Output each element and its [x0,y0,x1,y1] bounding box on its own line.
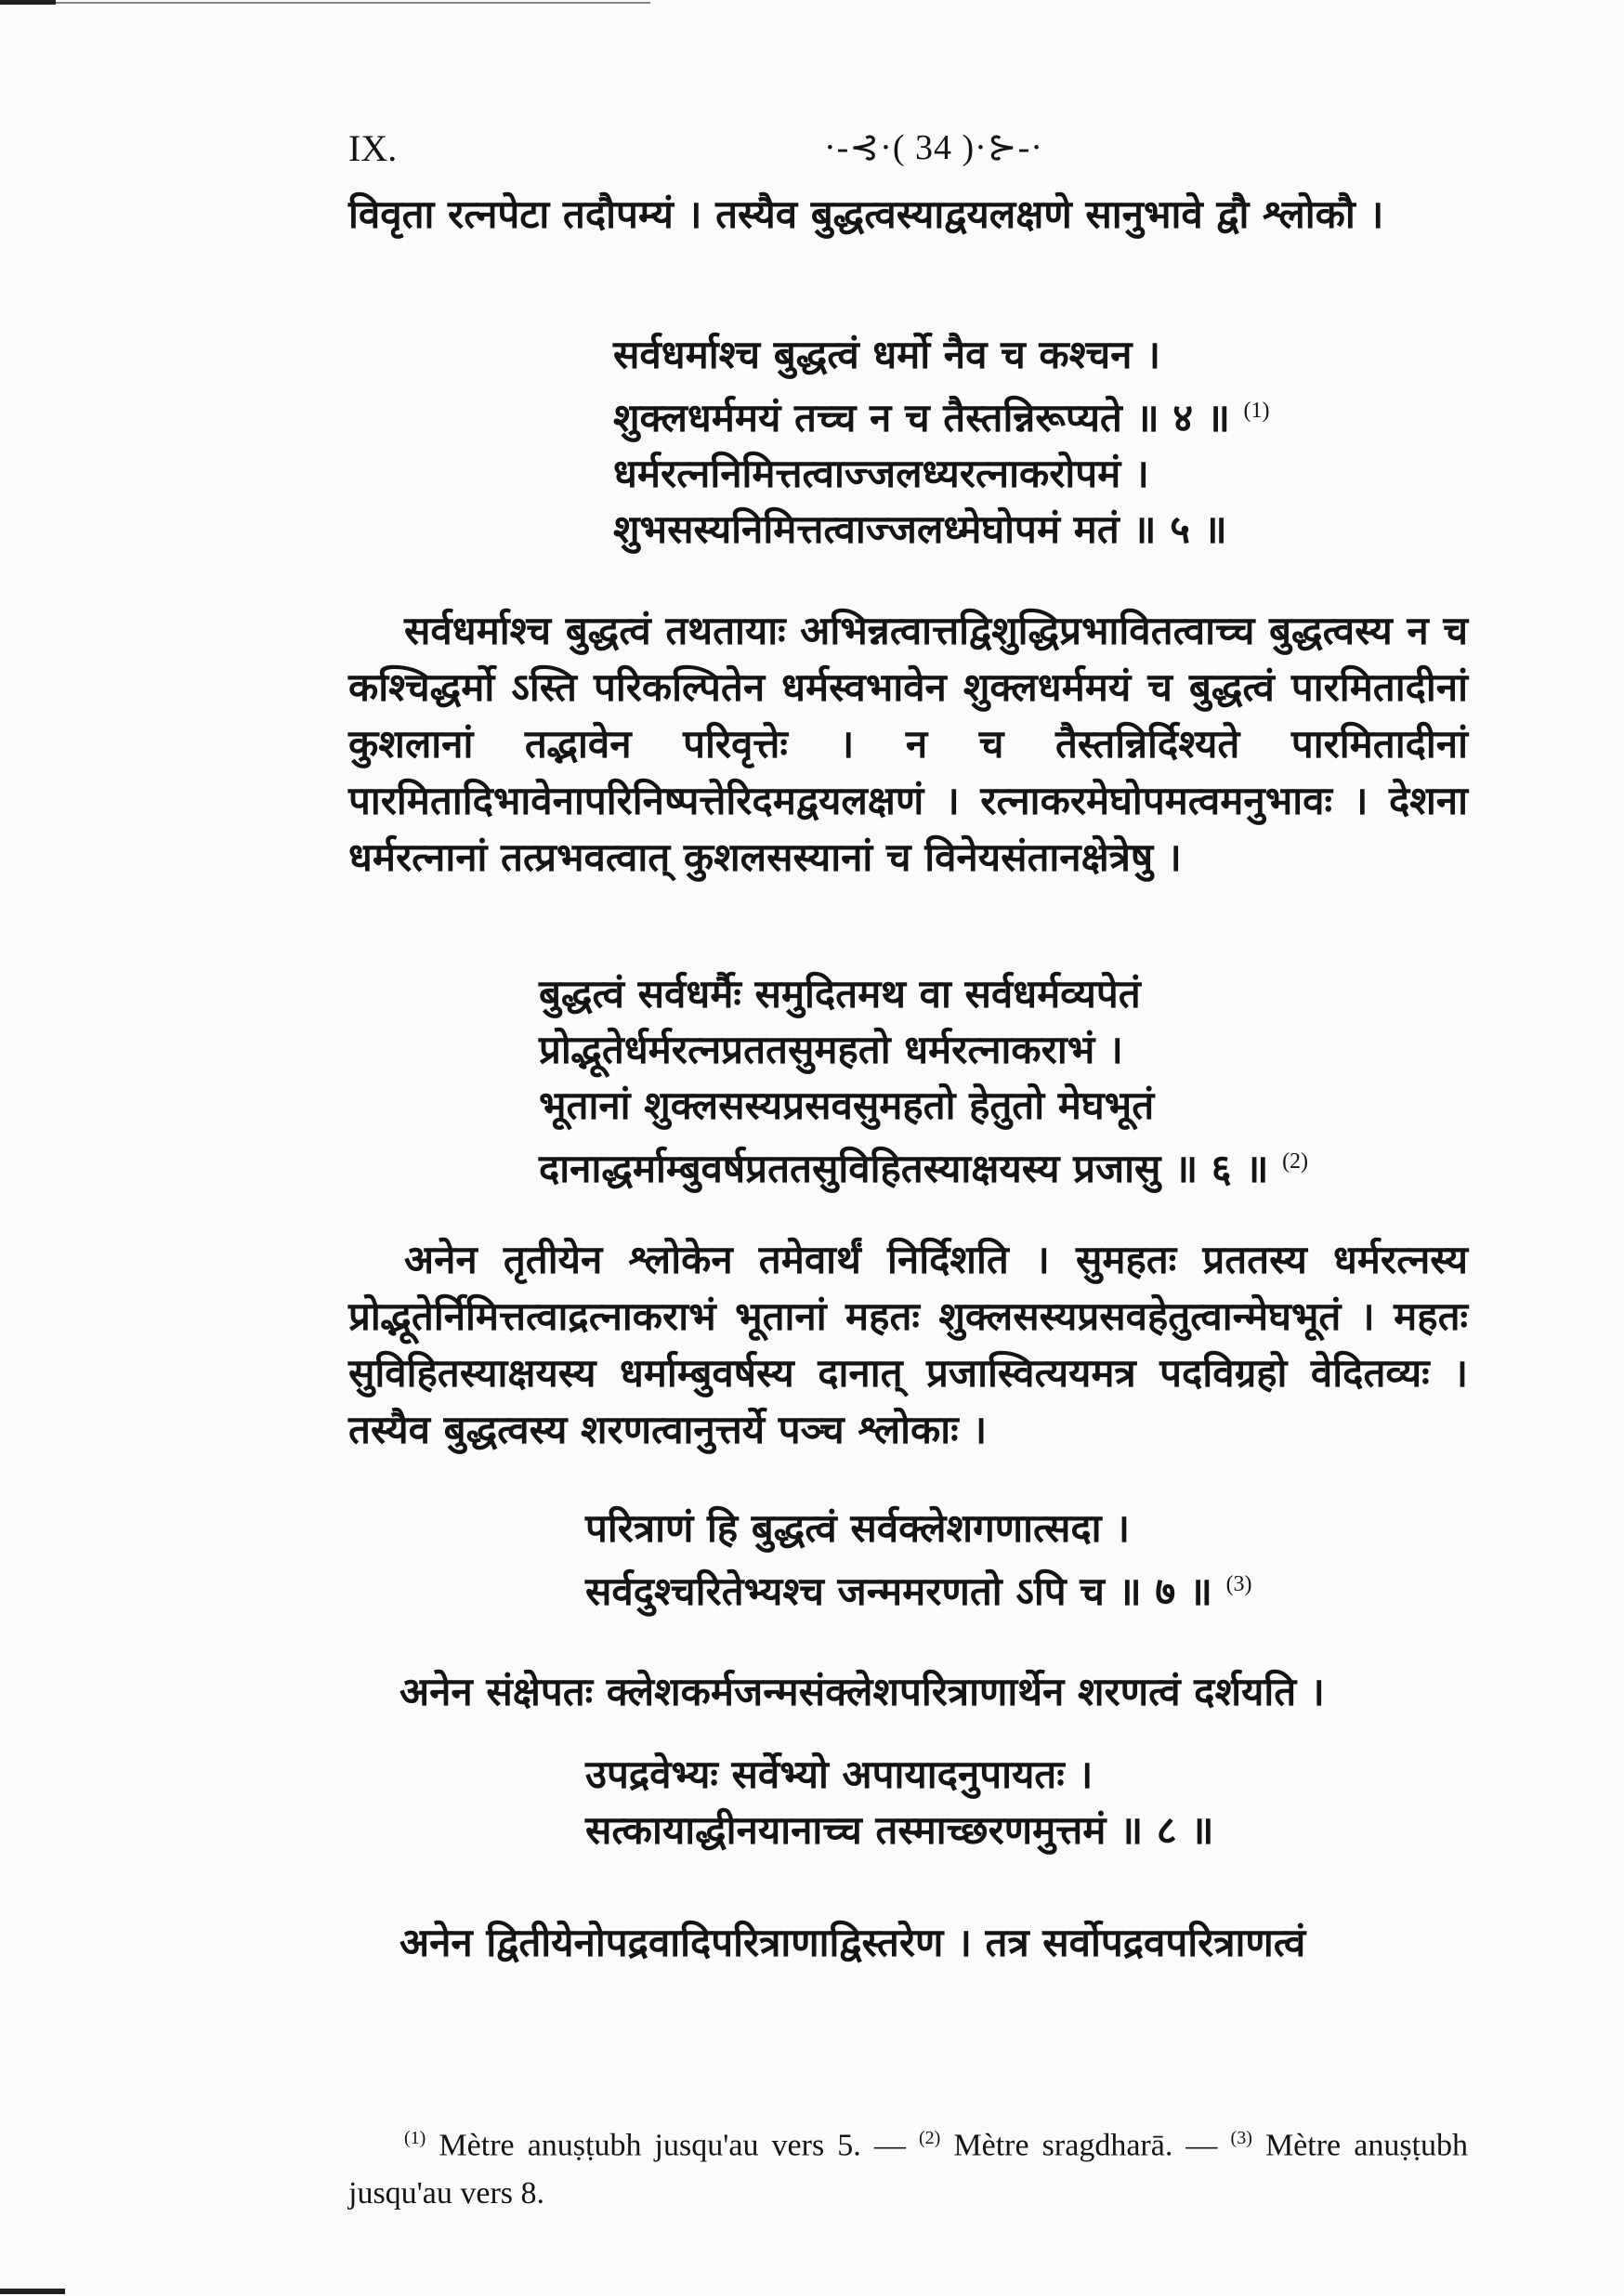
scan-edge-line-top [56,2,650,4]
footnote-ref: (2) [1282,1149,1309,1174]
footnote-ref: (2) [918,2128,941,2148]
paragraph-3: अनेन तृतीयेन श्लोकेन तमेवार्थं निर्दिशति । सुमहतः प्रततस्य धर्मरत्नस्य प्रोद्भूतेर्निमित्तत्वाद्रत्नाकराभं भूतानां महतः शुक्लसस्यप्रसवहेतुत्वान्मेघभूतं । महतः सुविहितस्याक्षयस्य धर्माम्बुवर्षस्य दानात् प्रजास्वित्ययमत्र पदविग्रहो वेदितव्यः । तस्यैव बुद्धत्वस्य शरणत्वानुत्तर्ये पञ्च श्लोकाः । [348,1237,1468,1452]
scan-edge-mark-bottom [0,2289,65,2294]
chapter-number: IX. [348,127,398,169]
scan-edge-mark-top [0,0,56,5]
verse-line: शुभसस्यनिमित्तत्वाज्जलध्मेघोपमं मतं ॥ ५ ॥ [613,506,1227,552]
verse-line: दानाद्धर्माम्बुवर्षप्रततसुविहितस्याक्षयस्य प्रजासु ॥ ६ ॥ $^{(2)}$ [539,1146,1309,1191]
page-header [348,121,1475,177]
verse-line: भूतानां शुक्लसस्यप्रसवसुमहतो हेतुतो मेघभूतं [539,1082,1155,1128]
page-number: ·-⊰·( 34 )·⊱-· [824,128,1043,167]
verse-line: प्रोद्भूतेर्धर्मरत्नप्रततसुमहतो धर्मरत्नाकराभं । [539,1027,1123,1072]
footnote-ref: (3) [1230,2128,1252,2148]
verse-line: सत्कायाद्धीनयानाच्च तस्माच्छरणमुत्तमं ॥ ८ ॥ [585,1807,1214,1853]
paragraph-2: सर्वधर्माश्च बुद्धत्वं तथतायाः अभिन्नत्वात्तद्विशुद्धिप्रभावितत्वाच्च बुद्धत्वस्य न च कश्चिद्धर्मो ऽस्ति परिकल्पितेन धर्मस्वभावेन शुक्लधर्ममयं च बुद्धत्वं पारमितादीनां कुशलानां तद्भावेन परिवृत्तेः । न च तैस्तन्निर्दिश्यते पारमितादीनां पारमितादिभावेनापरिनिष्पत्तेरिदमद्वयलक्षणं । रत्नाकरमेघोपमत्वमनुभावः । देशना धर्मरत्नानां तत्प्रभवत्वात् कुशलसस्यानां च विनेयसंतानक्षेत्रेषु । [348,608,1468,880]
footnote-text: Mètre anuṣṭubh jusqu'au vers 5. — [439,2128,906,2163]
verse-line: सर्वदुश्चरितेभ्यश्च जन्ममरणतो ऽपि च ॥ ७ ॥ $^{(3)}$ [585,1568,1252,1614]
verse-block-2 [539,966,1308,1197]
verse-line: धर्मरत्ननिमित्तत्वाज्जलध्यरत्नाकरोपमं । [613,451,1149,496]
paragraph-1: विवृता रत्नपेटा तदौपम्यं । तस्यैव बुद्धत्वस्याद्वयलक्षणे सानुभावे द्वौ श्लोकौ । [348,191,1384,237]
paragraph-4: अनेन संक्षेपतः क्लेशकर्मजन्मसंक्लेशपरित्राणार्थेन शरणत्वं दर्शयति । [399,1669,1325,1714]
footnote-ref: (3) [1225,1572,1252,1596]
footnote-ref: (1) [404,2128,426,2148]
footnote-text: Mètre anuṣṭubh jusqu'au vers 8. [348,2128,1468,2211]
verse-line: बुद्धत्वं सर्वधर्मैः समुदितमथ वा सर्वधर्मव्यपेतं [539,971,1141,1017]
footnote-text: Mètre sragdharā. — [953,2128,1218,2163]
verse-line: सर्वधर्माश्च बुद्धत्वं धर्मो नैव च कश्चन । [613,332,1161,377]
verse-block-1 [613,327,1270,558]
footnote-ref: (1) [1243,399,1270,423]
paragraph-5: अनेन द्वितीयेनोपद्रवादिपरित्राणाद्विस्तरेण । तत्र सर्वोपद्रवपरित्राणत्वं [399,1920,1306,1965]
footnotes [348,2114,1468,2218]
verse-block-4 [585,1747,1213,1858]
verse-line: उपद्रवेभ्यः सर्वेभ्यो अपायादनुपायतः । [585,1752,1094,1797]
verse-block-3 [585,1501,1252,1620]
verse-line: शुक्लधर्ममयं तच्च न च तैस्तन्निरूप्यते ॥ ४ ॥ $^{(1)}$ [613,395,1270,440]
verse-line: परित्राणं हि बुद्धत्वं सर्वक्लेशगणात्सदा । [585,1505,1131,1551]
